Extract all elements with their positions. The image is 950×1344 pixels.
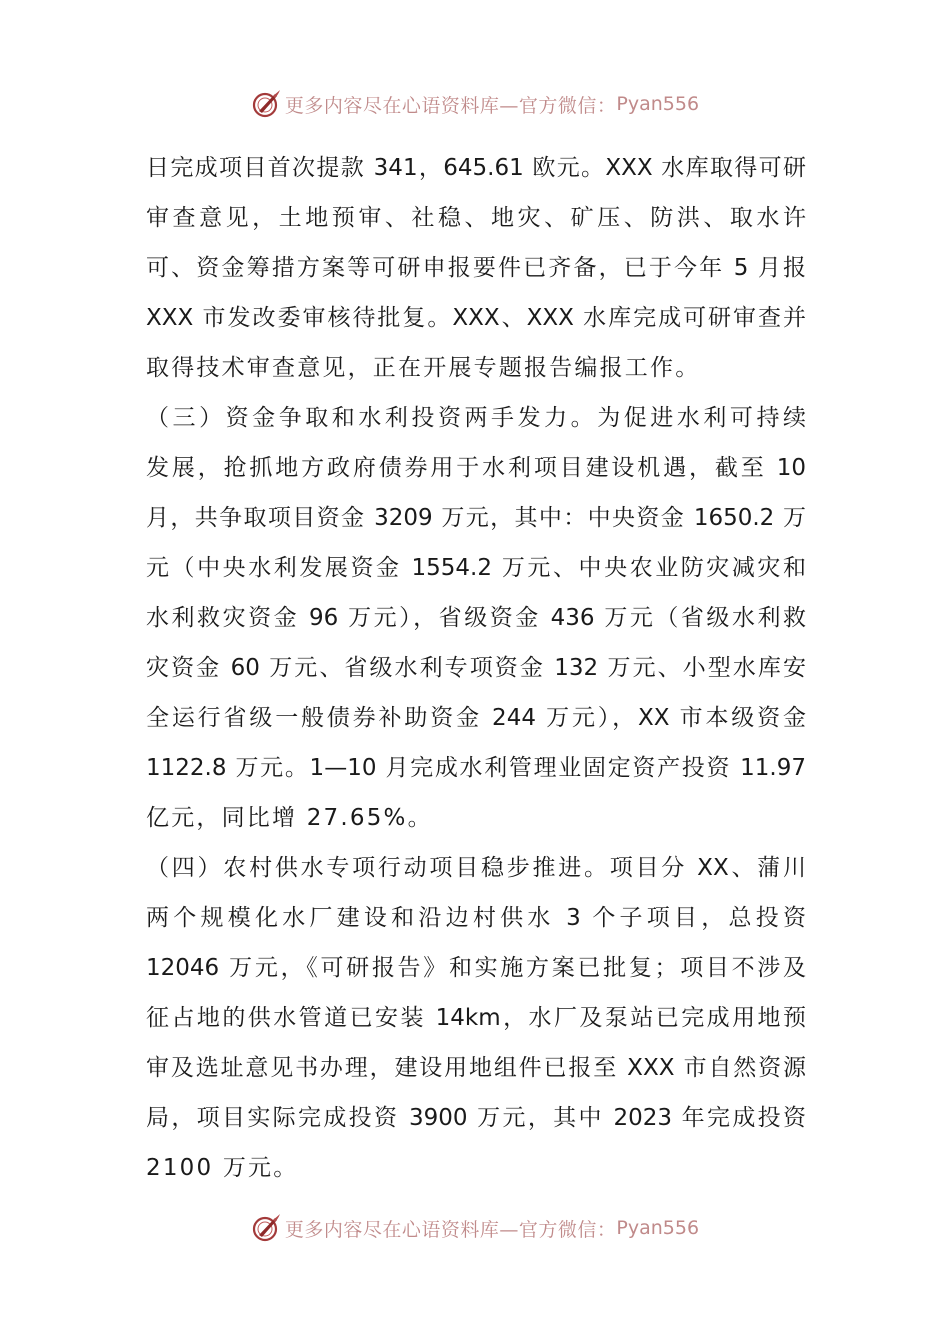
text-line: 两个规模化水厂建设和沿边村供水 3 个子项目，总投资 — [146, 905, 806, 931]
header-watermark — [0, 84, 950, 124]
text-line: 可、资金筹措方案等可研申报要件已齐备，已于今年 5 月报 — [146, 255, 806, 281]
text-line: 局，项目实际完成投资 3900 万元，其中 2023 年完成投资 — [146, 1105, 806, 1131]
text-line: 亿元，同比增 27.65%。 — [146, 805, 433, 831]
quill-seal-icon — [251, 1213, 281, 1243]
quill-seal-icon — [251, 89, 281, 119]
watermark-text: 更多内容尽在心语资料库—官方微信： — [284, 94, 617, 117]
watermark-wechat-id: Pyan556 — [616, 1217, 700, 1239]
text-line: 取得技术审查意见，正在开展专题报告编报工作。 — [146, 355, 701, 381]
text-line: 全运行省级一般债券补助资金 244 万元），XX 市本级资金 — [146, 705, 806, 731]
text-line: 灾资金 60 万元、省级水利专项资金 132 万元、小型水库安 — [146, 655, 806, 681]
text-line: 水利救灾资金 96 万元），省级资金 436 万元（省级水利救 — [146, 605, 806, 631]
text-line: 发展，抢抓地方政府债券用于水利项目建设机遇，截至 10 — [146, 455, 806, 481]
text-line: 审查意见，土地预审、社稳、地灾、矿压、防洪、取水许 — [146, 205, 806, 231]
footer-watermark — [0, 1208, 950, 1248]
text-line: 1122.8 万元。1—10 月完成水利管理业固定资产投资 11.97 — [146, 755, 806, 781]
watermark-wechat-id: Pyan556 — [616, 93, 700, 115]
section-heading-line: （三）资金争取和水利投资两手发力。为促进水利可持续 — [146, 405, 806, 431]
text-line: 日完成项目首次提款 341，645.61 欧元。XXX 水库取得可研 — [146, 155, 806, 181]
text-line: XXX 市发改委审核待批复。XXX、XXX 水库完成可研审查并 — [146, 305, 806, 331]
text-line: 元（中央水利发展资金 1554.2 万元、中央农业防灾减灾和 — [146, 555, 806, 581]
watermark-text: 更多内容尽在心语资料库—官方微信： — [284, 1218, 617, 1241]
text-line: 月，共争取项目资金 3209 万元，其中：中央资金 1650.2 万 — [146, 505, 806, 531]
document-body — [146, 143, 806, 1193]
section-heading-line: （四）农村供水专项行动项目稳步推进。项目分 XX、蒲川 — [146, 855, 806, 881]
text-line: 12046 万元，《可研报告》和实施方案已批复；项目不涉及 — [146, 955, 806, 981]
text-line: 审及选址意见书办理，建设用地组件已报至 XXX 市自然资源 — [146, 1055, 806, 1081]
text-line: 2100 万元。 — [146, 1155, 299, 1181]
text-line: 征占地的供水管道已安装 14km，水厂及泵站已完成用地预 — [146, 1005, 806, 1031]
